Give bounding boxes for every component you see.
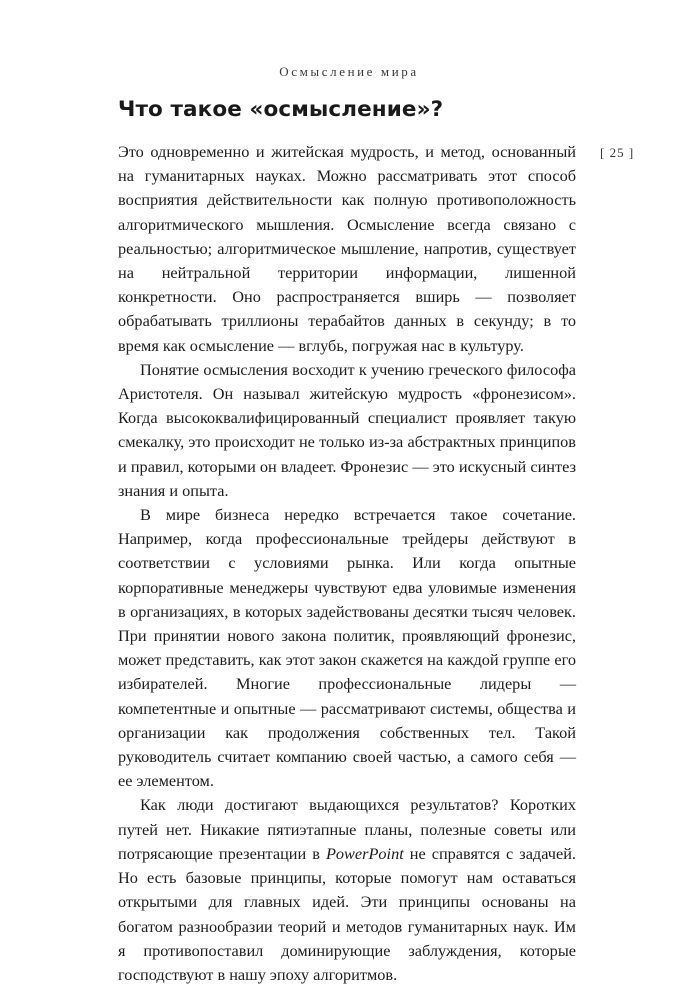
paragraph-1: Это одновременно и житейская мудрость, и метод, основанный на гуманитарных науках. Можно рассматривать этот способ восприятия действительности как полную противоположность алгоритмического мышления. Осмысление всегда связано с реальностью; алгоритмическое мышление, напротив, существует на нейтральной территории информации, лишенной конкретности. Оно распространяется вширь — позволяет обрабатывать триллионы терабайтов данных в секунду; в то время как осмысление — вглубь, погружая нас в культуру. xyxy=(118,142,576,355)
section-heading: Что такое «осмысление»? xyxy=(118,97,444,122)
paragraph-3: В мире бизнеса нередко встречается такое сочетание. Например, когда профессиональные трейдеры действуют в соответствии с условиями рынка. Или когда опытные корпоративные менеджеры чувствуют едва уловимые изменения в организациях, в которых задействованы десятки тысяч человек. При принятии нового закона политик, проявляющий фронезис, может представить, как этот закон скажется на каждой группе его избирателей. Многие профессиональные лидеры — компетентные и опытные — рассматривают системы, общества и организации как продолжения собственных тел. Такой руководитель считает компанию своей частью, а самого себя — ее элементом. xyxy=(118,505,576,791)
paragraph-2: Понятие осмысления восходит к учению греческого философа Аристотеля. Он называл житейскую мудрость «фронезисом». Когда высококвалифицированный специалист проявляет такую смекалку, это происходит не только из-за абстрактных принципов и правил, которыми он владеет. Фронезис — это искусный синтез знания и опыта. xyxy=(118,359,576,500)
body-text xyxy=(118,140,576,987)
paragraph-4-text-before: Как люди достигают выдающихся результатов? Коротких путей нет. Никакие пятиэтапные планы, полезные советы или потрясающие презентации в xyxy=(118,795,576,863)
page-number: [ 25 ] xyxy=(600,145,635,160)
powerpoint-emphasis: PowerPoint xyxy=(325,843,404,863)
running-header: Осмысление мира xyxy=(279,64,419,79)
paragraph-4 xyxy=(118,793,576,987)
paragraph-4-text-after: не справятся с задачей. Но есть базовые принципы, которые помогут нам оставаться открытыми для главных идей. Эти принципы основаны на богатом разнообразии теорий и методов гуманитарных наук. Им я противопоставил доминирующие заблуждения, которые господствуют в нашу эпоху алгоритмов. xyxy=(118,843,576,984)
